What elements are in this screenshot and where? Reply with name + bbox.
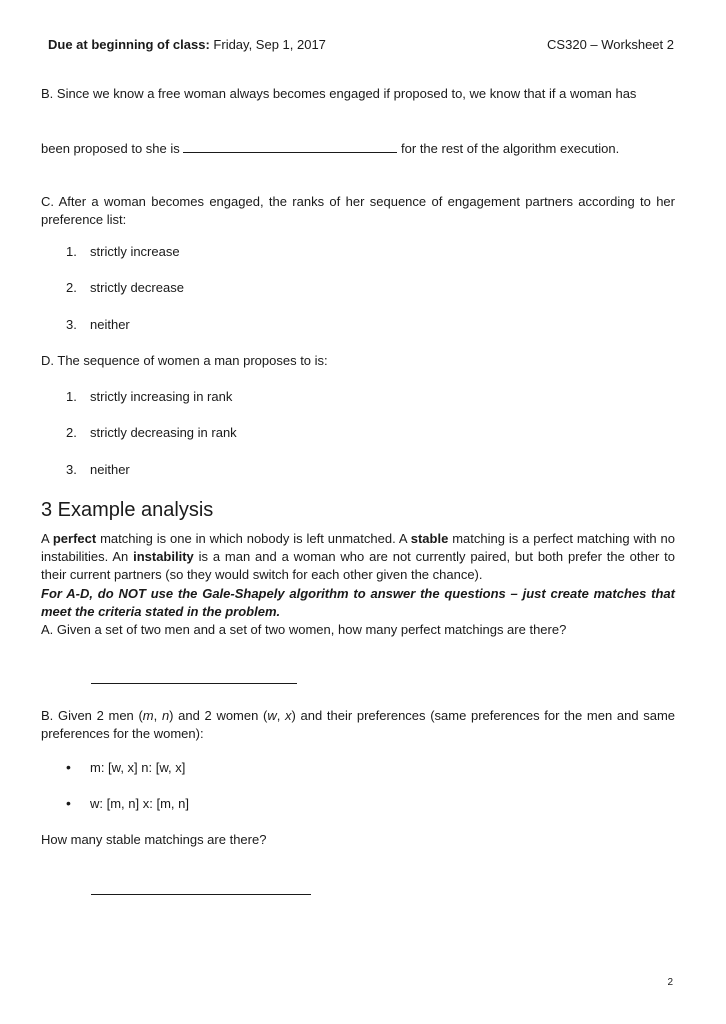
section-b-before: been proposed to she is — [41, 141, 180, 156]
question-b-intro: B. Given 2 men (m, n) and 2 women (w, x) and their preferences (same preferences for the men and same preferences for the women): — [41, 708, 676, 741]
term-stable: stable — [410, 531, 449, 546]
section-d-option — [66, 462, 130, 477]
question-b: How many stable matchings are there? — [41, 832, 267, 847]
option-number: 2. — [66, 280, 77, 295]
answer-b-line[interactable] — [91, 894, 311, 895]
option-number: 1. — [66, 244, 77, 259]
text-run: matching is one in which nobody is left unmatched. A — [96, 531, 411, 546]
bullet-icon: • — [66, 795, 71, 811]
page-number: 2 — [667, 977, 673, 988]
bullet-icon: • — [66, 759, 71, 775]
text-run: matching is a perfect matching with no instabilities. An — [41, 531, 675, 564]
section-d-option — [66, 425, 237, 440]
section-d-text: D. The sequence of women a man proposes to is: — [41, 353, 328, 368]
course-title: CS320 – Worksheet 2 — [547, 37, 674, 52]
option-label: strictly decreasing in rank — [90, 425, 237, 440]
section-b-fill-line — [41, 140, 675, 158]
definitions-paragraph — [41, 530, 675, 584]
term-instability: instability — [133, 549, 194, 564]
section-b-text: B. Since we know a free woman always becomes engaged if proposed to, we know that if a woman has — [41, 86, 637, 101]
option-label: strictly increase — [90, 244, 180, 259]
women-preferences — [66, 795, 189, 811]
section-title: 3 Example analysis — [41, 499, 214, 521]
instruction-note: For A-D, do NOT use the Gale-Shapely algorithm to answer the questions – just create matches that meet the criteria stated in the problem. — [41, 586, 675, 619]
option-label: neither — [90, 317, 130, 332]
section-d-option — [66, 389, 232, 404]
section-c-text: C. After a woman becomes engaged, the ranks of her sequence of engagement partners according to her preference list: — [41, 194, 675, 227]
option-label: neither — [90, 462, 130, 477]
men-preferences — [66, 759, 185, 775]
text-run: is a man and a woman who are not currently paired, but both prefer the other to their current partners (so they would switch for each other given the chance). — [41, 549, 675, 582]
section-b-after: for the rest of the algorithm execution. — [401, 141, 620, 156]
due-date: Friday, Sep 1, 2017 — [213, 37, 326, 52]
option-label: strictly decrease — [90, 280, 184, 295]
section-c-option — [66, 317, 130, 332]
question-a: A. Given a set of two men and a set of two women, how many perfect matchings are there? — [41, 622, 567, 637]
term-perfect: perfect — [52, 531, 97, 546]
women-preferences-text: w: [m, n] x: [m, n] — [90, 796, 189, 811]
option-number: 3. — [66, 462, 77, 477]
option-number: 2. — [66, 425, 77, 440]
option-label: strictly increasing in rank — [90, 389, 233, 404]
men-preferences-text: m: [w, x] n: [w, x] — [90, 760, 186, 775]
section-c-option — [66, 244, 180, 259]
text-run: A — [41, 531, 53, 546]
due-line — [48, 37, 326, 52]
option-number: 3. — [66, 317, 77, 332]
option-number: 1. — [66, 389, 77, 404]
answer-a-line[interactable] — [91, 683, 297, 684]
due-label: Due at beginning of class: — [48, 37, 210, 52]
section-c-option — [66, 280, 184, 295]
section-b-blank[interactable] — [183, 140, 397, 153]
